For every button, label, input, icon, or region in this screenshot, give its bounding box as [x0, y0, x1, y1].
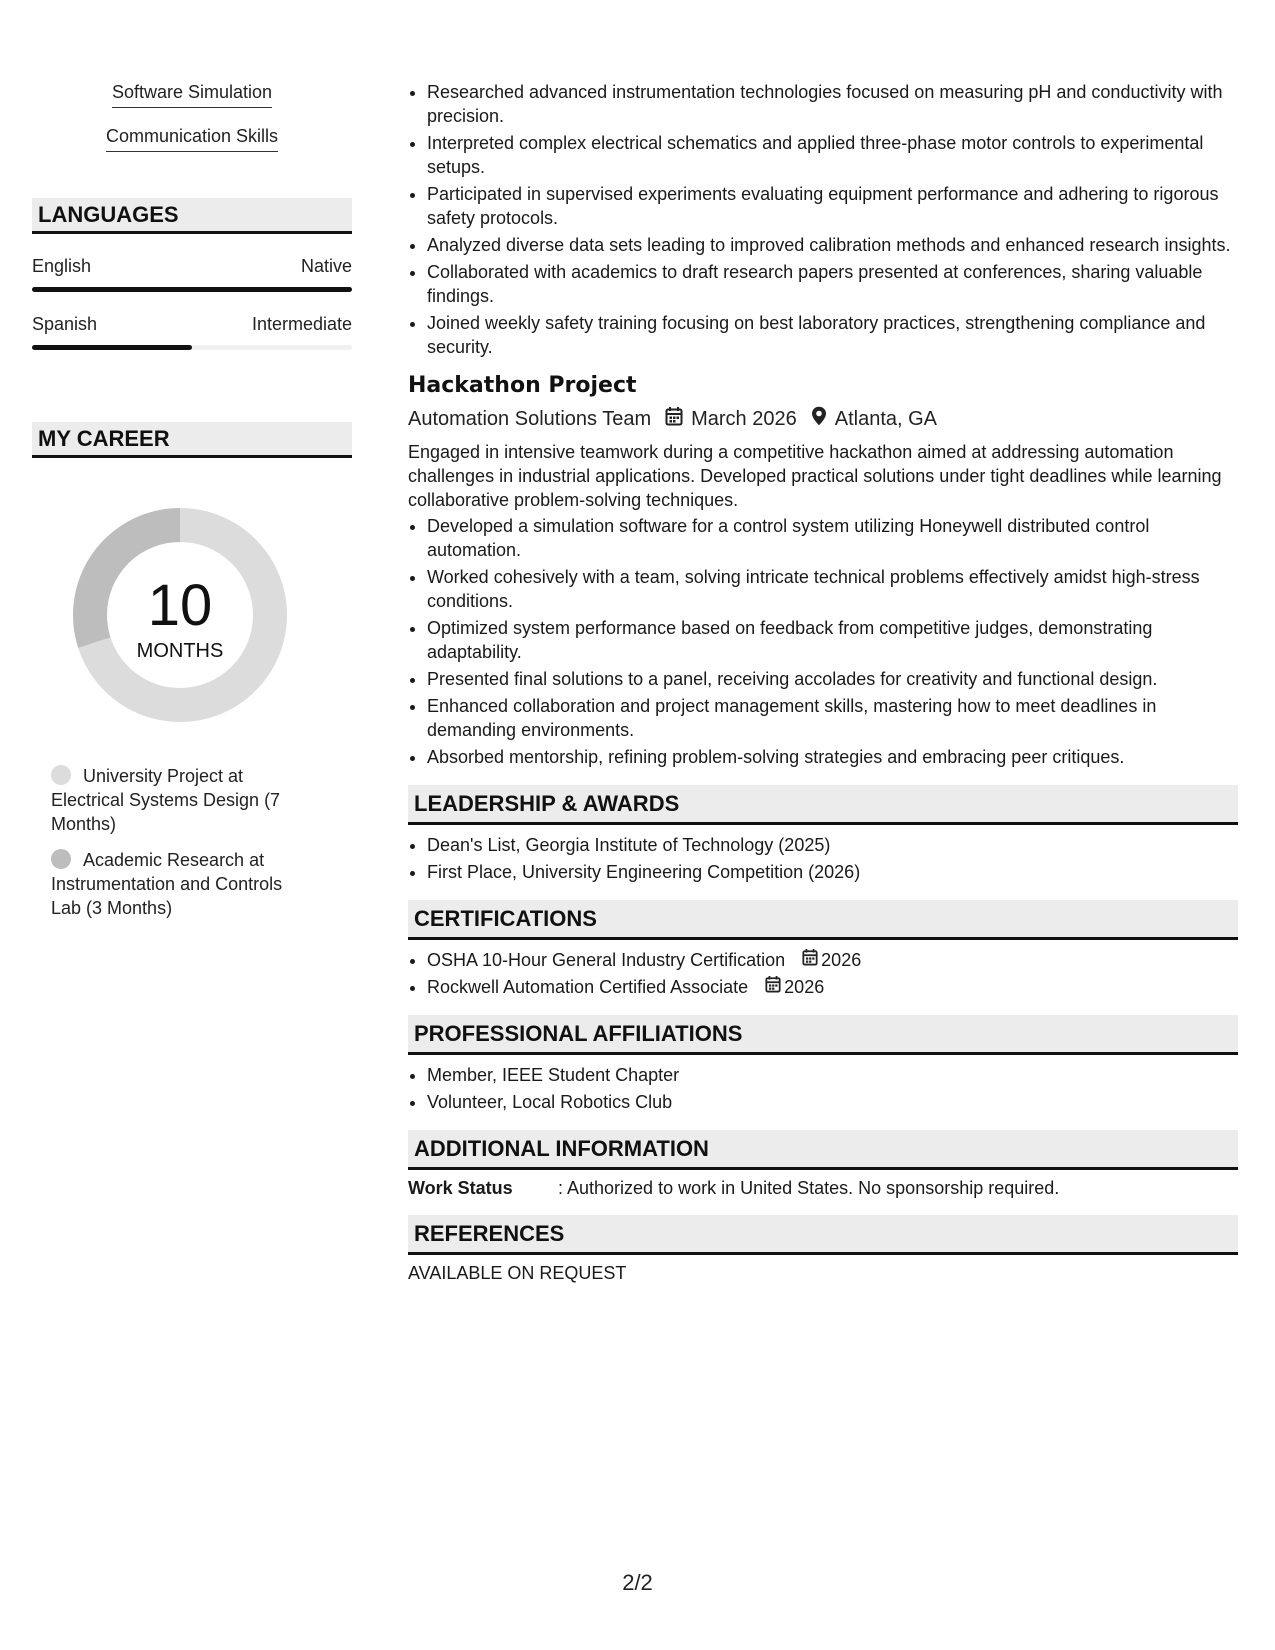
list-item: • Optimized system performance based on feedback from competitive judges, demonstrating adaptability.: [427, 616, 1238, 664]
section-heading: ADDITIONAL INFORMATION: [408, 1130, 1238, 1170]
language-proficiency-bar: [32, 287, 352, 292]
skill-tag: Communication Skills: [106, 124, 278, 152]
section-heading: CERTIFICATIONS: [408, 900, 1238, 940]
references-section: [408, 1215, 1238, 1284]
project-org: Automation Solutions Team: [408, 407, 652, 430]
list-item: • Enhanced collaboration and project management skills, mastering how to meet deadlines in demanding environments.: [427, 694, 1238, 742]
section-heading: LEADERSHIP & AWARDS: [408, 785, 1238, 825]
list-item: • Interpreted complex electrical schematics and applied three-phase motor controls to experimental setups.: [427, 131, 1238, 179]
language-proficiency-fill: [32, 287, 352, 292]
language-proficiency-bar: [32, 345, 352, 350]
cert-name: Rockwell Automation Certified Associate: [427, 977, 749, 997]
left-column: [32, 80, 352, 932]
language-level: Intermediate: [251, 314, 352, 334]
project-meta: [408, 406, 1238, 432]
work-status-value: : Authorized to work in United States. No sponsorship required.: [558, 1178, 1060, 1198]
career-donut-chart: [65, 500, 295, 730]
career-legend-item: [51, 764, 311, 836]
career-legend: [51, 764, 311, 920]
list-item: • Presented final solutions to a panel, receiving accolades for creativity and functional design.: [427, 667, 1238, 691]
language-item: [32, 256, 352, 292]
list-item: • Participated in supervised experiments evaluating equipment performance and adhering to rigorous safety protocols.: [427, 182, 1238, 230]
skills-list: [32, 80, 352, 152]
project-location: Atlanta, GA: [834, 407, 938, 430]
list-item: • First Place, University Engineering Competition (2026): [427, 860, 1238, 884]
cert-name: OSHA 10-Hour General Industry Certification: [427, 950, 786, 970]
career-legend-item: [51, 848, 311, 920]
awards-list: [408, 833, 1238, 884]
list-item: • Researched advanced instrumentation technologies focused on measuring pH and conductivity with precision.: [427, 80, 1238, 128]
career-item-label: Academic Research at Instrumentation and Controls Lab (3 Months): [51, 850, 283, 918]
work-status-row: [408, 1178, 1238, 1199]
language-name: Spanish: [32, 314, 98, 334]
additional-info-section: [408, 1130, 1238, 1199]
project-title: Hackathon Project: [408, 373, 637, 398]
list-item: • Worked cohesively with a team, solving intricate technical problems effectively amidst high-stress conditions.: [427, 565, 1238, 613]
page-number: 2/2: [622, 1570, 653, 1595]
list-item: • Dean's List, Georgia Institute of Technology (2025): [427, 833, 1238, 857]
list-item: • Collaborated with academics to draft research papers presented at conferences, sharing valuable findings.: [427, 260, 1238, 308]
cert-year: 2026: [784, 977, 825, 997]
language-item: [32, 314, 352, 350]
calendar-icon: [802, 948, 818, 972]
affiliations-section: [408, 1015, 1238, 1114]
project-bullets: [408, 514, 1238, 769]
certifications-list: [408, 948, 1238, 999]
right-column: [408, 80, 1238, 1284]
legend-dot-icon: [51, 765, 71, 785]
calendar-icon: [765, 975, 781, 999]
languages-section: [32, 198, 352, 350]
list-item: • Volunteer, Local Robotics Club: [427, 1090, 1238, 1114]
list-item: [427, 948, 1238, 972]
project-description: Engaged in intensive teamwork during a competitive hackathon aimed at addressing automation challenges in industrial applications. Developed practical solutions under tight deadlines while learning collaborative problem-solving techniques.: [408, 442, 1222, 510]
career-section: [32, 422, 352, 920]
cert-year: 2026: [821, 950, 862, 970]
section-heading: LANGUAGES: [32, 198, 352, 234]
career-total-unit: MONTHS: [136, 640, 224, 662]
certifications-section: [408, 900, 1238, 999]
research-bullets: [408, 80, 1238, 359]
section-heading: PROFESSIONAL AFFILIATIONS: [408, 1015, 1238, 1055]
section-heading: REFERENCES: [408, 1215, 1238, 1255]
section-heading: MY CAREER: [32, 422, 352, 458]
list-item: • Joined weekly safety training focusing on best laboratory practices, strengthening compliance and security.: [427, 311, 1238, 359]
affiliations-list: [408, 1063, 1238, 1114]
legend-dot-icon: [51, 849, 71, 869]
awards-section: [408, 785, 1238, 884]
list-item: • Analyzed diverse data sets leading to improved calibration methods and enhanced research insights.: [427, 233, 1238, 257]
list-item: • Absorbed mentorship, refining problem-solving strategies and embracing peer critiques.: [427, 745, 1238, 769]
work-status-label: Work Status: [408, 1178, 513, 1198]
project-entry: [408, 373, 1238, 769]
skill-tag: Software Simulation: [112, 80, 272, 108]
references-text: AVAILABLE ON REQUEST: [408, 1263, 627, 1283]
list-item: [427, 975, 1238, 999]
language-proficiency-fill: [32, 345, 192, 350]
project-date: March 2026: [691, 407, 797, 430]
language-level: Native: [300, 256, 352, 276]
location-pin-icon: [811, 406, 827, 432]
calendar-icon: [665, 406, 683, 432]
list-item: • Developed a simulation software for a control system utilizing Honeywell distributed control automation.: [427, 514, 1238, 562]
career-item-label: University Project at Electrical Systems Design (7 Months): [51, 766, 281, 834]
list-item: • Member, IEEE Student Chapter: [427, 1063, 1238, 1087]
career-total-number: 10: [147, 573, 213, 638]
language-name: English: [32, 256, 92, 276]
